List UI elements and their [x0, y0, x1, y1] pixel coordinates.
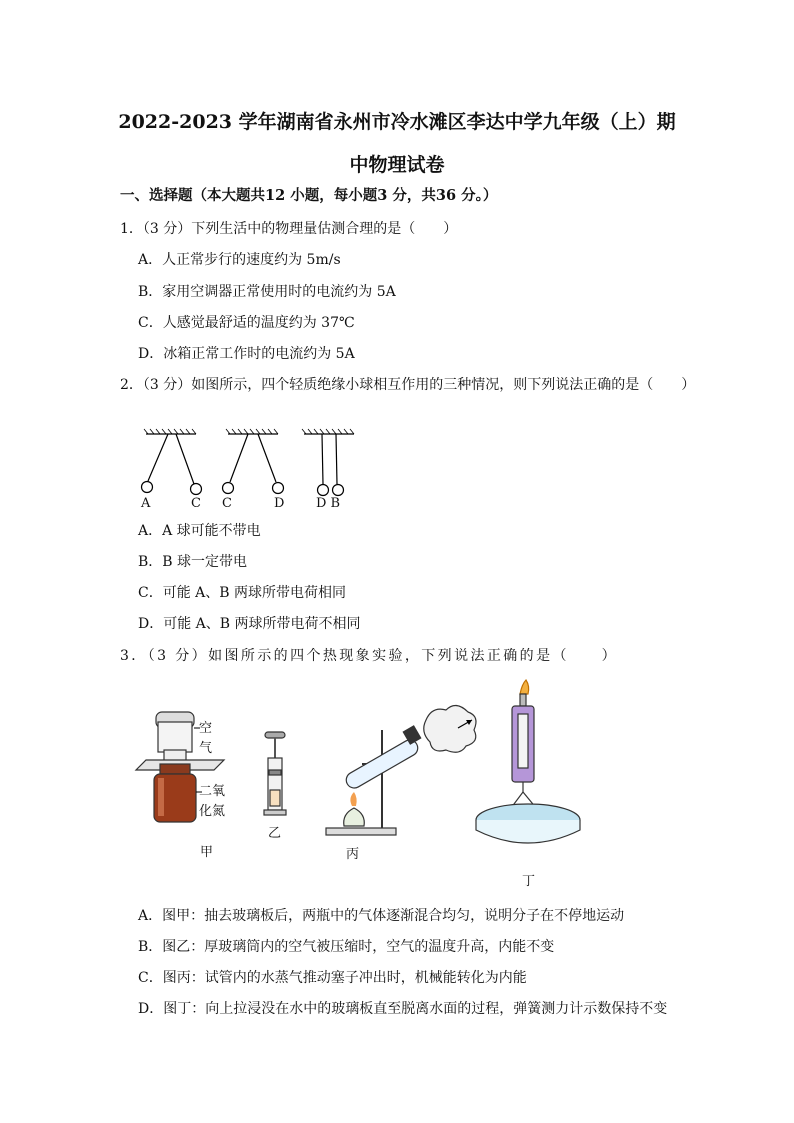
q2-option-b: B．B 球一定带电 — [138, 554, 248, 570]
q3-label-air: 空 — [199, 721, 213, 736]
q3-label-air2: 气 — [199, 741, 213, 756]
q3-figure-jia-diffusion — [132, 708, 242, 828]
q2-option-c: C．可能 A、B 两球所带电荷相同 — [138, 585, 347, 601]
q1-option-b: B．家用空调器正常使用时的电流约为 5A — [138, 284, 396, 300]
q3-label-bing: 丙 — [346, 847, 360, 862]
q3-option-a: A．图甲：抽去玻璃板后，两瓶中的气体逐渐混合均匀，说明分子在不停地运动 — [138, 908, 625, 924]
q3-option-c: C．图丙：试管内的水蒸气推动塞子冲出时，机械能转化为内能 — [138, 970, 527, 986]
q2-option-d: D．可能 A、B 两球所带电荷不相同 — [138, 616, 361, 632]
q3-stem: 3．（3 分）如图所示的四个热现象实验，下列说法正确的是（ ） — [120, 648, 619, 664]
q2-label-c1: C — [191, 496, 201, 511]
page-title-line2: 中物理试卷 — [349, 154, 445, 176]
q3-label-jia: 甲 — [200, 845, 214, 860]
q3-figure-bing-steam — [322, 700, 482, 840]
q2-stem: 2．（3 分）如图所示，四个轻质绝缘小球相互作用的三种情况，则下列说法正确的是（ ） — [120, 377, 696, 393]
q1-option-c: C．人感觉最舒适的温度约为 37℃ — [138, 315, 355, 331]
q2-label-c2: C — [222, 496, 232, 511]
q3-figure-yi-compression — [260, 730, 290, 820]
q2-option-a: A．A 球可能不带电 — [138, 523, 261, 539]
q3-label-ding: 丁 — [522, 874, 536, 889]
q3-label-no2-b: 化氮 — [199, 804, 226, 819]
q1-stem: 1．（3 分）下列生活中的物理量估测合理的是（ ） — [120, 221, 458, 237]
q2-label-db: D B — [316, 496, 341, 511]
q3-label-yi: 乙 — [268, 826, 282, 841]
q1-option-d: D．冰箱正常工作时的电流约为 5A — [138, 346, 355, 362]
q3-figure-ding-spring-balance — [470, 680, 590, 850]
q3-option-d: D．图丁：向上拉浸没在水中的玻璃板直至脱离水面的过程，弹簧测力计示数保持不变 — [138, 1001, 668, 1017]
q1-option-a: A．人正常步行的速度约为 5m/s — [138, 252, 341, 268]
page-title-line1: 2022-2023 学年湖南省永州市冷水滩区李达中学九年级（上）期 — [118, 111, 676, 133]
q2-label-a: A — [141, 496, 151, 511]
q3-label-no2-a: 二氧 — [199, 784, 226, 799]
q2-label-d: D — [274, 496, 285, 511]
section-heading: 一、选择题（本大题共12 小题，每小题3 分，共36 分。） — [120, 187, 498, 204]
q3-option-b: B．图乙：厚玻璃筒内的空气被压缩时，空气的温度升高，内能不变 — [138, 939, 555, 955]
